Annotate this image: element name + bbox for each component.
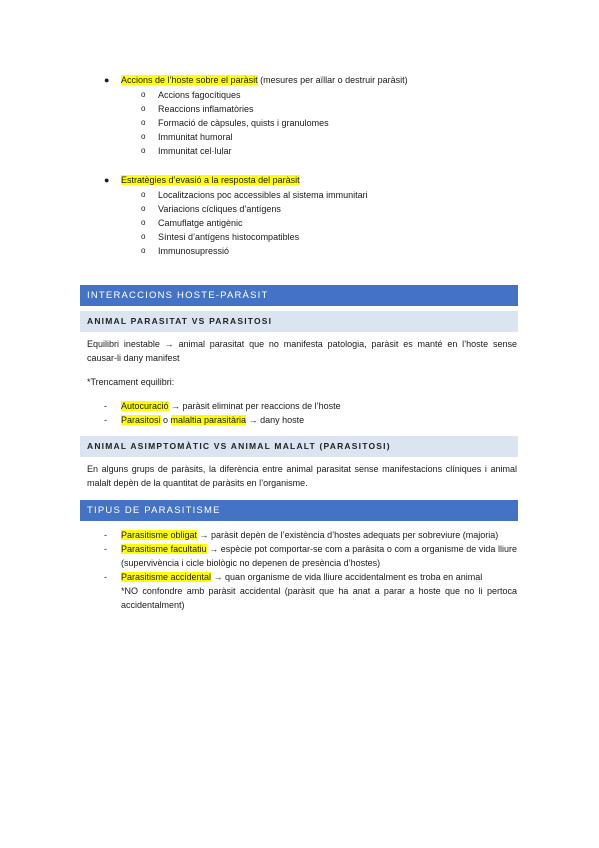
note-equilibrium-break: *Trencament equilibri: <box>87 377 175 387</box>
circle-bullet-icon: o <box>141 132 146 141</box>
bullet-text: (mesures per aïllar o destruir paràsit) <box>257 75 408 85</box>
circle-bullet-icon: o <box>141 204 146 213</box>
highlighted-text: Accions de l’hoste sobre el paràsit <box>121 75 258 85</box>
dash-bullet-icon: - <box>104 415 107 425</box>
circle-bullet-icon: o <box>141 218 146 227</box>
circle-bullet-icon: o <box>141 232 146 241</box>
highlighted-text: Estratègies d’evasió a la resposta del paràsit <box>121 175 300 185</box>
list-item-self-cure: Autocuració → paràsit eliminat per reaccions de l’hoste <box>121 401 341 411</box>
circle-bullet-icon: o <box>141 190 146 199</box>
dash-bullet-icon: - <box>104 572 107 582</box>
circle-bullet-icon: o <box>141 104 146 113</box>
circle-bullet-icon: o <box>141 90 146 99</box>
circle-bullet-icon: o <box>141 246 146 255</box>
circle-bullet-icon: o <box>141 146 146 155</box>
note-accidental-parasite: *NO confondre amb paràsit accidental (paràsit que ha anat a parar a hoste que no li pertoca accidentalment) <box>121 586 517 610</box>
subsection-heading-asymptomatic: ANIMAL ASIMPTOMÀTIC VS ANIMAL MALALT (PARASITOSI) <box>80 436 518 457</box>
section-heading-interactions: INTERACCIONS HOSTE-PARÀSIT <box>80 285 518 306</box>
dash-bullet-icon: - <box>104 544 107 554</box>
circle-bullet-icon: o <box>141 118 146 127</box>
document-page: ● Accions de l’hoste sobre el paràsit (mesures per aïllar o destruir paràsit) o Accions fagocítiques o Reaccions inflamatòries o Formació de càpsules, quists i granulomes o Immunitat humoral o Immunitat cel·lular ● Estratègies d’evasió a la resposta del paràsit o Localitzacions poc accessibles al sistema immunitari o Variacions cícliques d’antígens o Camuflatge antigènic o Síntesi d’antígens histocompatibles o Immunosupressió INTERACCIONS HOSTE-PARÀSIT ANIMAL PARASITAT VS PARASITOSI Equilibri inestable → animal parasitat que no manifesta patologia, paràsit es manté en l’hoste sense causar-li dany manifest *Trencament equilibri: - Autocuració → paràsit eliminat per reaccions de l’hoste - Parasitosi o malaltia parasitària → dany hoste ANIMAL ASIMPTOMÀTIC VS ANIMAL MALALT (PARASITOSI) En alguns grups de paràsits, la diferència entre animal parasitat sense manifestacions clíniques i animal malalt depèn de la quantitat de paràsits en l’organisme. TIPUS DE PARASITISME - Parasitisme obligat → paràsit depèn de l’existència d’hostes adequats per sobreviure (majoria) - Parasitisme facultatiu → espècie pot comportar-se com a paràsita o com a organisme de vida lliure (supervivència i cicle biològic no depenen de presència d’hostes) - Parasitisme accidental → quan organisme de vida lliure accidentalment es troba en animal *NO confondre amb paràsit accidental (paràsit que ha anat a parar a hoste que no li pertoca accidentalment) <box>0 0 599 848</box>
dash-bullet-icon: - <box>104 401 107 411</box>
paragraph-unstable-equilibrium: Equilibri inestable → animal parasitat que no manifesta patologia, paràsit es manté en l’hoste sense causar-li dany manifest <box>87 339 517 363</box>
list-item-facultative: Parasitisme facultatiu → espècie pot comportar-se com a paràsita o com a organisme de vida lliure (supervivència i cicle biològic no depenen de presència d’hostes) <box>121 544 517 568</box>
list-item-obligate: Parasitisme obligat → paràsit depèn de l’existència d’hostes adequats per sobreviure (majoria) <box>121 530 499 540</box>
paragraph-parasite-quantity: En alguns grups de paràsits, la diferència entre animal parasitat sense manifestacions clíniques i animal malalt depèn de la quantitat de paràsits en l’organisme. <box>87 464 517 488</box>
subsection-heading-parasitized: ANIMAL PARASITAT VS PARASITOSI <box>80 311 518 332</box>
bullet-icon: ● <box>104 75 110 85</box>
dash-bullet-icon: - <box>104 530 107 540</box>
list-item-accidental: Parasitisme accidental → quan organisme de vida lliure accidentalment es troba en animal <box>121 572 483 582</box>
section-heading-parasitism-types: TIPUS DE PARASITISME <box>80 500 518 521</box>
list-item-parasitosis: Parasitosi o malaltia parasitària → dany hoste <box>121 415 305 425</box>
bullet-icon: ● <box>104 175 110 185</box>
